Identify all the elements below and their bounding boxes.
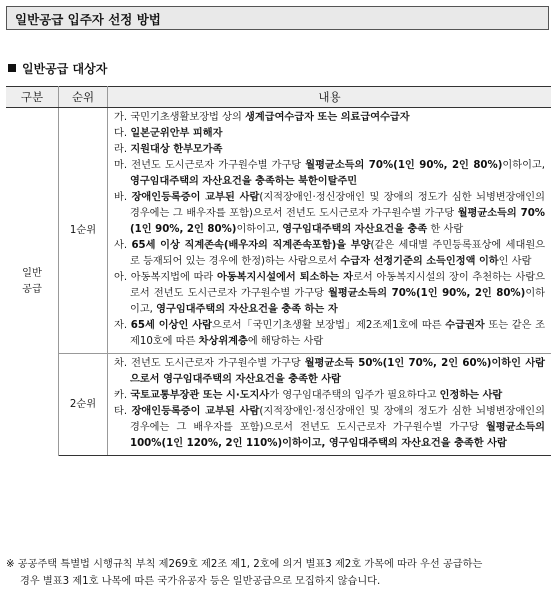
item-text: 에 해당하는 사람 [247, 336, 324, 347]
item-text: 바. [114, 192, 132, 203]
item-text: 로서 아동복지시설의 장이 추천하는 사람으로서 전년도 도시근로자 가구원수별 가구당 [130, 272, 546, 299]
bold-text: 월평균소득 50%(1인 70%, 2인 60%)이하인 사람으로서 영구임대주택의 자산요건을 충족한 사람 [130, 358, 546, 385]
bold-text: 월평균소득의 70%(1인 90%, 2인 80%) [305, 160, 503, 171]
item-text: 사. [114, 240, 132, 251]
page-title-box [6, 6, 549, 30]
list-item [114, 126, 545, 142]
bold-text: 수급자 선정기준의 소득인정액 이하 [340, 256, 499, 267]
item-text: 이하이고, [236, 224, 283, 235]
bold-text: 영구임대주택의 자산요건을 충족 [282, 224, 428, 235]
item-text: (같은 세대별 주민등록표상에 세대원으로 등재되어 있는 경우에 한정)하는 사람으로서 [130, 240, 545, 267]
category-label: 일반 공급 [22, 267, 42, 295]
bold-text: 월평균소득의 70%(1인 90%, 2인 80%) [328, 288, 526, 299]
item-text: 가. 국민기초생활보장법 상의 [114, 112, 246, 123]
rank1-cell: 1순위 [59, 108, 108, 354]
item-text: (지적장애인·정신장애인 및 장애의 정도가 심한 뇌병변장애인의 경우에는 그 배우자를 포함)으로서 전년도 도시근로자 가구원수별 가구당 [130, 406, 545, 433]
item-text: 또는 같은 조 제10호에 따른 [130, 320, 545, 347]
square-bullet-icon [8, 64, 16, 72]
table-row-rank1 [6, 108, 551, 354]
rank2-content [108, 354, 552, 456]
page-title: 일반공급 입주자 선정 방법 [15, 12, 161, 27]
rank2-cell: 2순위 [59, 354, 108, 456]
bold-text: 월평균소득의 70%(1인 90%, 2인 80%) [130, 208, 545, 235]
item-text: (지적장애인·정신장애인 및 장애의 정도가 심한 뇌병변장애인의 경우에는 그 배우자를 포함)으로서 전년도 도시근로자 가구원수별 가구당 [130, 192, 545, 219]
list-item [114, 142, 545, 158]
item-text: 다. [114, 128, 131, 139]
item-text: 자. [114, 320, 131, 331]
item-text: 인 사람 [498, 256, 532, 267]
bold-text: 영구임대주택의 자산요건을 충족 하는 자 [156, 304, 338, 315]
header-content: 내용 [108, 87, 552, 108]
bold-text: 아동복지시설에서 퇴소하는 자 [216, 272, 353, 283]
bold-text: 일본군위안부 피해자 [130, 128, 223, 139]
item-text: 가 영구임대주택의 입주가 필요하다고 [269, 390, 440, 401]
item-text: 으로서「국민기초생활 보장법」제2조제1호에 따른 [212, 320, 446, 331]
item-text: 타. [114, 406, 132, 417]
header-rank: 순위 [59, 87, 108, 108]
bold-text: 65세 이상인 사람 [130, 320, 213, 331]
list-item [114, 270, 545, 318]
item-text: 이하이고, [502, 160, 545, 171]
item-text: 아. 아동복지법에 따라 [114, 272, 217, 283]
bold-text: 월평균소득의 100%(1인 120%, 2인 110%)이하이고, 영구임대주택의 자산요건을 충족한 사람 [130, 422, 545, 449]
list-item [114, 318, 545, 350]
bold-text: 65세 이상 직계존속(배우자의 직계존속포함)을 부양 [131, 240, 371, 251]
header-category: 구분 [6, 87, 59, 108]
item-text: 이하이고, [130, 288, 545, 315]
item-text: 카. [114, 390, 131, 401]
bold-text: 장애인등록증이 교부된 사람 [131, 192, 260, 203]
list-item [114, 110, 545, 126]
bold-text: 생계급여수급자 또는 의료급여수급자 [245, 112, 410, 123]
bold-text: 지원대상 한부모가족 [130, 144, 223, 155]
list-item [114, 158, 545, 190]
list-item [114, 238, 545, 270]
list-item [114, 356, 545, 388]
table-row-rank2 [6, 354, 551, 456]
bold-text: 차상위계층 [198, 336, 248, 347]
list-item [114, 388, 545, 404]
section-title: 일반공급 대상자 [22, 62, 108, 76]
rank1-content [108, 108, 552, 354]
eligibility-table [6, 86, 551, 456]
table-header-row [6, 87, 551, 108]
footnote-line-2: 경우 별표3 제1호 나목에 따른 국가유공자 등은 일반공급으로 모집하지 않습니다. [20, 576, 381, 587]
footnote [6, 556, 551, 590]
category-cell [6, 108, 59, 456]
bold-text: 영구임대주택의 자산요건을 충족하는 북한이탈주민 [130, 176, 358, 187]
section-heading [8, 60, 107, 77]
bold-text: 국토교통부장관 또는 시·도지사 [130, 390, 270, 401]
footnote-line-1: ※ 공공주택 특별법 시행규칙 부칙 제269호 제2조 제1, 2호에 의거 별표3 제2호 가목에 따라 우선 공급하는 [6, 559, 483, 570]
item-text: 한 사람 [427, 224, 464, 235]
bold-text: 인정하는 사람 [439, 390, 503, 401]
bold-text: 수급권자 [445, 320, 485, 331]
list-item [114, 190, 545, 238]
item-text: 마. 전년도 도시근로자 가구원수별 가구당 [114, 160, 306, 171]
list-item [114, 404, 545, 452]
bold-text: 장애인등록증이 교부된 사람 [131, 406, 260, 417]
item-text: 라. [114, 144, 131, 155]
item-text: 차. 전년도 도시근로자 가구원수별 가구당 [114, 358, 305, 369]
